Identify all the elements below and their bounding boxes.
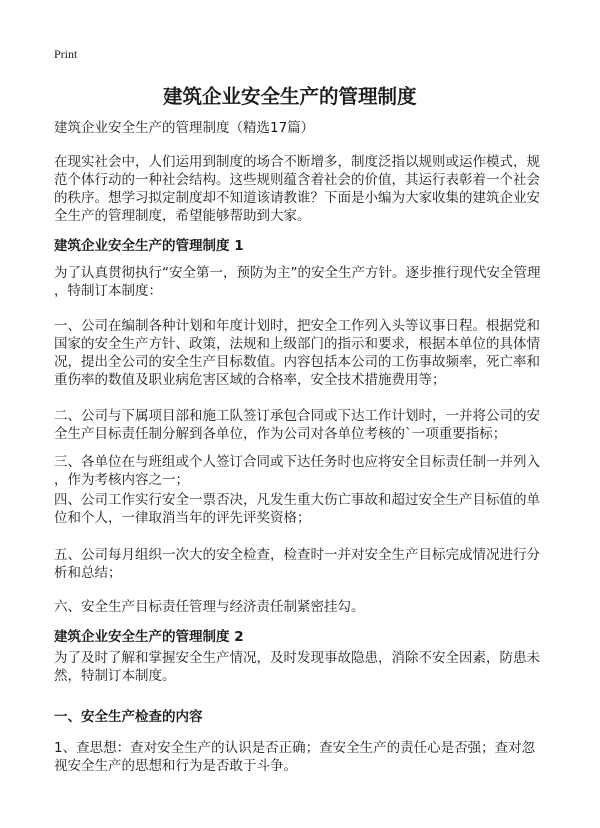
line: 况，提出全公司的安全生产目标数值。内容包括本公司的工伤事故频率，死亡率和 [54,354,540,370]
page-title: 建筑企业安全生产的管理制度 [163,85,417,108]
line: 重伤率的数值及职业病危害区域的合格率，安全技术措施费用等； [54,372,446,388]
line: 全生产目标责任制分解到各单位，作为公司对各单位考核的`一项重要指标； [54,426,507,442]
line: ，特制订本制度： [54,283,162,299]
paragraph [54,264,541,300]
paragraph [54,407,540,443]
line: 为了认真贯彻执行“安全第一，预防为主”的安全生产方针。逐步推行现代安全管理 [54,265,541,281]
line: 三、各单位在与班组或个人签订合同或下达任务时也应将安全目标责任制一并列入 [54,454,540,470]
line: 国家的安全生产方针、政策，法规和上级部门的指示和要求，根据本单位的具体情 [54,336,540,352]
paragraph [54,546,540,582]
line: 全生产的管理制度，希望能够帮助到大家。 [54,208,311,224]
paragraph [54,491,540,527]
line: 范个体行动的一种社会结构。这些规则蕴含着社会的价值，其运行表彰着一个社会 [54,172,540,188]
line: 位和个人，一律取消当年的评先评奖资格； [54,510,311,526]
line: ，作为考核内容之一； [54,472,189,488]
line: 六、安全生产目标责任管理与经济责任制紧密挂勾。 [54,599,365,615]
line: 然，特制订本制度。 [54,668,176,684]
intro-paragraph [54,153,540,225]
section-1-heading: 建筑企业安全生产的管理制度 1 [54,238,244,254]
subheading: 一、安全生产检查的内容 [54,709,203,725]
paragraph [54,598,365,616]
paragraph [54,649,540,685]
line: 五、公司每月组织一次大的安全检查，检查时一并对安全生产目标完成情况进行分 [54,547,540,563]
print-link[interactable]: Print [54,47,78,61]
line: 为了及时了解和掌握安全生产情况，及时发现事故隐患，消除不安全因素，防患未 [54,650,540,666]
line: 析和总结； [54,565,122,581]
paragraph [54,453,540,489]
paragraph [54,739,535,775]
line: 的秩序。想学习拟定制度却不知道该请教谁？下面是小编为大家收集的建筑企业安 [54,190,540,206]
line: 一、公司在编制各种计划和年度计划时，把安全工作列入头等议事日程。根据党和 [54,318,540,334]
line: 1、查思想：查对安全生产的认识是否正确；查安全生产的责任心是否强；查对忽 [54,740,536,756]
line: 在现实社会中，人们运用到制度的场合不断增多，制度泛指以规则或运作模式，规 [54,154,540,170]
line: 二、公司与下属项目部和施工队签订承包合同或下达工作计划时，一并将公司的安 [54,408,540,424]
section-2-heading: 建筑企业安全生产的管理制度 2 [54,629,244,645]
subtitle-text: 建筑企业安全生产的管理制度（精选17篇） [54,120,315,136]
paragraph [54,317,540,389]
line: 视安全生产的思想和行为是否敢于斗争。 [54,758,297,774]
subtitle [54,119,314,137]
line: 四、公司工作实行安全一票否决，凡发生重大伤亡事故和超过安全生产目标值的单 [54,492,540,508]
